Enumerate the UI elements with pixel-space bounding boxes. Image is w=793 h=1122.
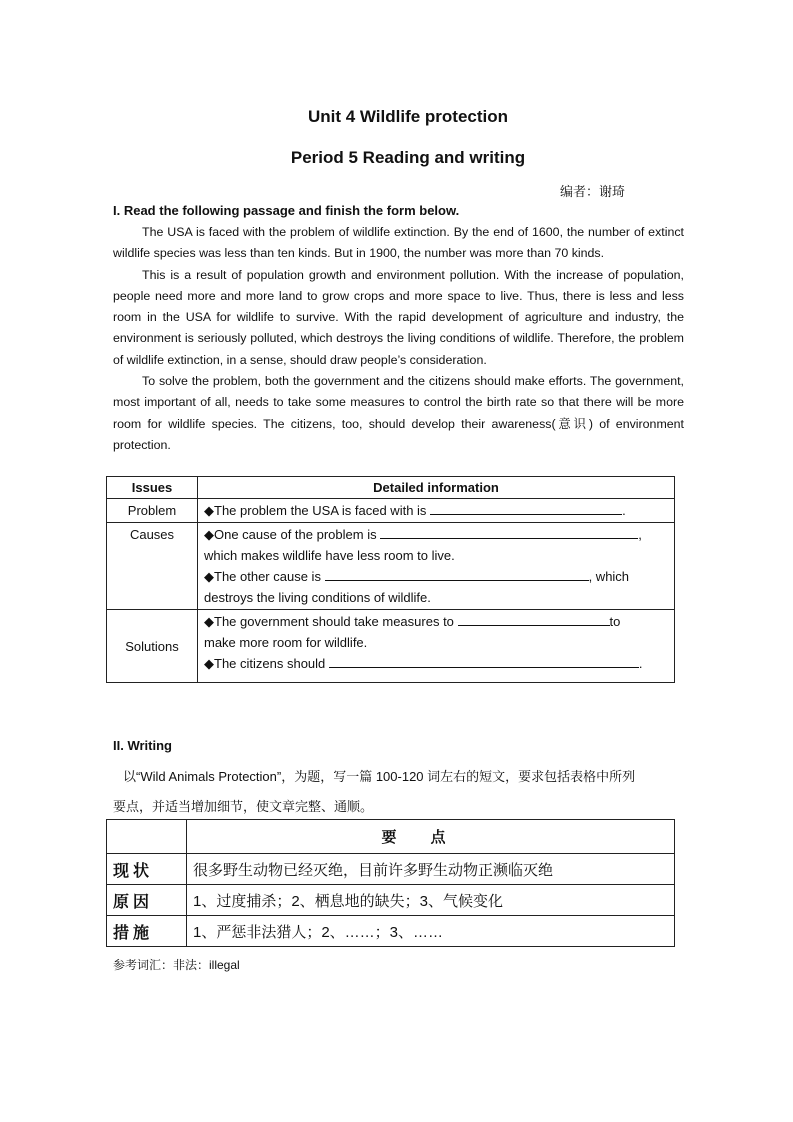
detail-cell bbox=[198, 523, 675, 610]
header-detailed-information: Detailed information bbox=[198, 477, 675, 499]
answer-blank[interactable] bbox=[380, 524, 638, 539]
header-issues: Issues bbox=[107, 477, 198, 499]
answer-blank[interactable] bbox=[325, 566, 589, 581]
section-2-heading: II. Writing bbox=[113, 738, 172, 753]
punct: . bbox=[638, 656, 643, 671]
table-row bbox=[107, 916, 675, 947]
prompt-text: ◆One cause of the problem is bbox=[204, 527, 377, 542]
reading-form-table bbox=[106, 476, 675, 683]
prompt-text: ◆The government should take measures to bbox=[204, 614, 454, 629]
writing-points-table bbox=[106, 819, 675, 947]
row-key: 现状 bbox=[107, 854, 187, 885]
reading-passage bbox=[113, 222, 684, 456]
reference-vocabulary: 参考词汇：非法：illegal bbox=[113, 958, 240, 972]
header-key-points: 要点 bbox=[187, 820, 675, 854]
prompt-text: ◆The other cause is bbox=[204, 569, 321, 584]
table-row-problem bbox=[107, 499, 675, 523]
row-value: 1、过度捕杀；2、栖息地的缺失；3、气候变化 bbox=[187, 885, 675, 916]
writing-instruction bbox=[113, 762, 683, 822]
unit-title: Unit 4 Wildlife protection bbox=[307, 107, 509, 126]
paragraph: To solve the problem, both the government and the citizens should make efforts. The government, most important of all, needs to take some measures to control the birth rate so that there will be more room for wildlife species. The citizens, too, should develop their awareness(意识) of environment protection. bbox=[113, 374, 684, 452]
instruction-line: 以“Wild Animals Protection”，为题，写一篇 100-120 词左右的短文，要求包括表格中所列 bbox=[123, 769, 636, 784]
detail-cell bbox=[198, 610, 675, 683]
issue-label: Problem bbox=[107, 499, 198, 523]
punct: to bbox=[609, 614, 621, 629]
table-row-causes bbox=[107, 523, 675, 610]
answer-blank[interactable] bbox=[329, 653, 639, 668]
row-key: 措施 bbox=[107, 916, 187, 947]
answer-blank[interactable] bbox=[430, 500, 622, 515]
prompt-text: ◆The citizens should bbox=[204, 656, 326, 671]
author: 编者：谢琦 bbox=[560, 184, 626, 199]
table-row-solutions bbox=[107, 610, 675, 683]
punct: , bbox=[638, 527, 642, 542]
punct: , which bbox=[588, 569, 630, 584]
prompt-text: destroys the living conditions of wildlife. bbox=[204, 590, 431, 605]
punct: . bbox=[622, 503, 626, 518]
prompt-text: ◆The problem the USA is faced with is bbox=[204, 503, 427, 518]
instruction-line: 要点，并适当增加细节，使文章完整、通顺。 bbox=[113, 799, 374, 814]
empty-header bbox=[107, 820, 187, 854]
paragraph: This is a result of population growth and environment pollution. With the increase of population, people need more and more land to grow crops and more space to live. Thus, there is less and less room in the USA for wildlife to survive. With the rapid development of agriculture and industry, the environment is seriously polluted, which destroys the living conditions of wildlife. Therefore, the problem of wildlife extinction, in a sense, should draw people’s consideration. bbox=[113, 267, 684, 367]
answer-blank[interactable] bbox=[458, 611, 610, 626]
row-value: 1、严惩非法猎人；2、……；3、…… bbox=[187, 916, 675, 947]
table-row bbox=[107, 854, 675, 885]
period-title: Period 5 Reading and writing bbox=[290, 148, 526, 167]
section-1-heading: I. Read the following passage and finish the form below. bbox=[113, 203, 460, 218]
table-row bbox=[107, 885, 675, 916]
prompt-text: which makes wildlife have less room to live. bbox=[204, 548, 455, 563]
row-key: 原因 bbox=[107, 885, 187, 916]
row-value: 很多野生动物已经灭绝，目前许多野生动物正濒临灭绝 bbox=[187, 854, 675, 885]
prompt-text: make more room for wildlife. bbox=[204, 635, 368, 650]
issue-label: Causes bbox=[107, 523, 198, 610]
issue-label: Solutions bbox=[107, 610, 198, 683]
paragraph: The USA is faced with the problem of wildlife extinction. By the end of 1600, the number of extinct wildlife species was less than ten kinds. But in 1900, the number was more than 70 kinds. bbox=[113, 225, 684, 261]
detail-cell bbox=[198, 499, 675, 523]
